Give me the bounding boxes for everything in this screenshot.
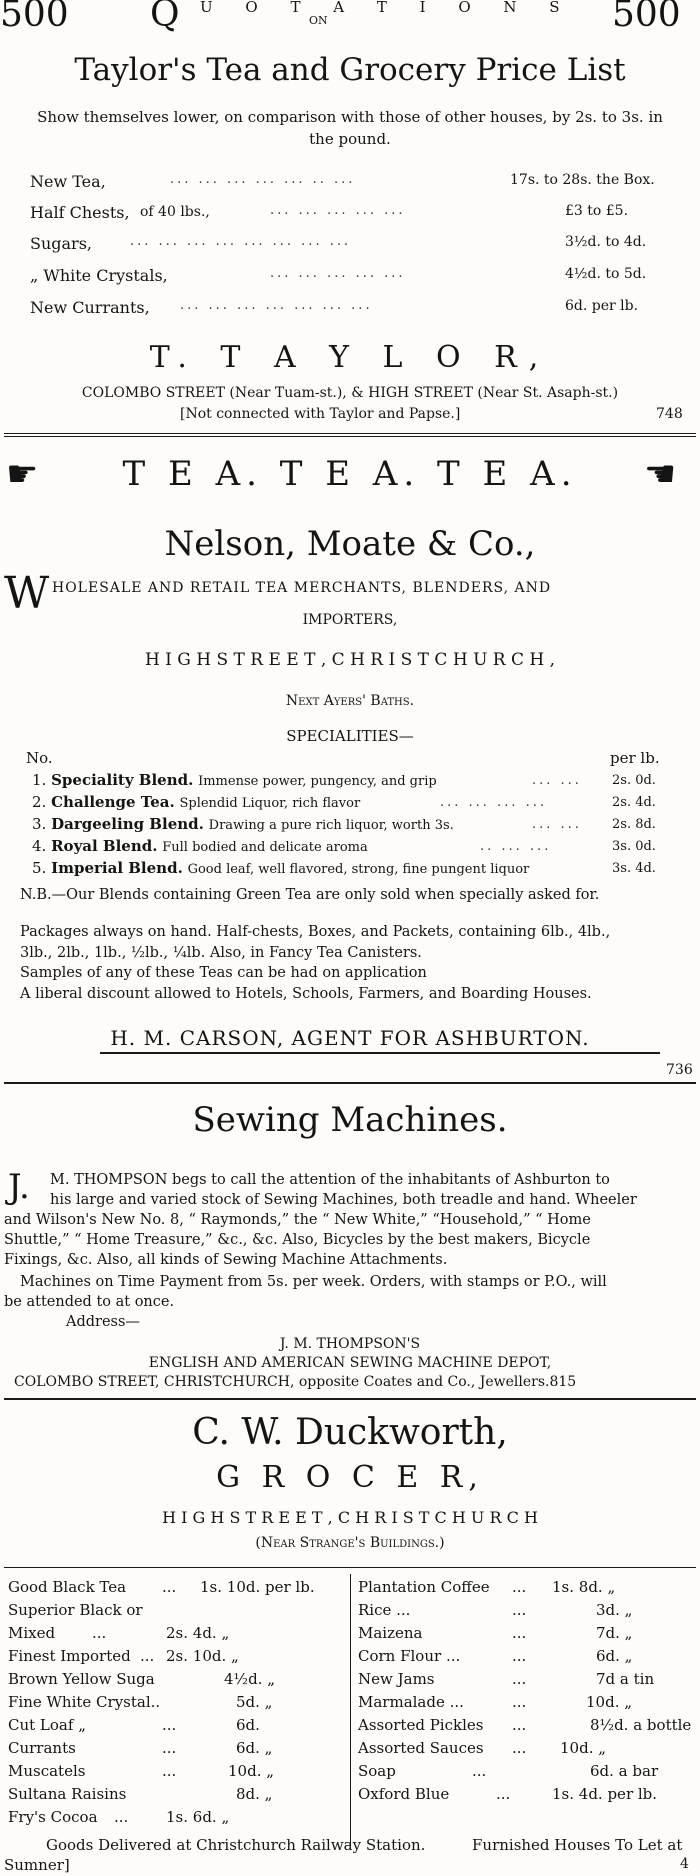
blend-number: 1.: [32, 771, 47, 789]
blend-number: 3.: [32, 815, 47, 833]
grocer-item-price: 6d.: [236, 1716, 260, 1734]
ad-reference-number: 736: [666, 1062, 693, 1078]
blend-description: Full bodied and delicate aroma: [162, 840, 368, 855]
sewing-paragraph-line: his large and varied stock of Sewing Machines, both treadle and hand. Wheeler: [50, 1192, 637, 1208]
sewing-title: Sewing Machines.: [192, 1100, 508, 1140]
sewing-paragraph-line: Machines on Time Payment from 5s. per week. Orders, with stamps or P.O., will: [20, 1274, 607, 1290]
leader-dots: ...: [162, 1739, 177, 1757]
grocer-item-price: 6d. „: [596, 1647, 633, 1665]
price-item-name: New Currants,: [30, 298, 150, 317]
grocer-item-name: Oxford Blue: [358, 1785, 450, 1803]
packages-line-1: Packages always on hand. Half-chests, Boxes, and Packets, containing 6lb., 4lb.,: [20, 924, 611, 940]
tea-header: T E A. T E A. T E A.: [122, 454, 578, 494]
grocer-item-price: 6d. „: [236, 1739, 273, 1757]
grocer-item-price: 3d. „: [596, 1601, 633, 1619]
ad-reference-number: 748: [656, 406, 683, 422]
blend-price: 2s. 4d.: [612, 795, 656, 810]
sewing-paragraph-line: Shuttle,” “ Home Treasure,” &c., &c. Also, Bicycles by the best makers, Bicycle: [4, 1232, 591, 1248]
price-item-price: £3 to £5.: [565, 203, 629, 219]
leader-dots: ...: [512, 1647, 527, 1665]
leader-dots: ...: [114, 1808, 129, 1826]
grocer-item-name: Muscatels: [8, 1762, 86, 1780]
depot-line-3: [14, 1374, 576, 1390]
grocer-trade: G R O C E R,: [216, 1460, 484, 1495]
grocer-item-price: 10d. „: [560, 1739, 606, 1757]
leader-dots: ... ... ... ... ...: [270, 266, 406, 281]
price-item-price: 6d. per lb.: [565, 298, 639, 314]
price-item-name: New Tea,: [30, 172, 106, 191]
grocer-item-price: 10d. „: [228, 1762, 274, 1780]
quotations-number-left: 500: [0, 0, 69, 35]
blend-price: 2s. 0d.: [612, 773, 656, 788]
sewing-paragraph-line: M. THOMPSON begs to call the attention of the inhabitants of Ashburton to: [50, 1172, 610, 1188]
grocer-item-name: Assorted Pickles: [358, 1716, 484, 1734]
leader-dots: ...: [512, 1716, 527, 1734]
grocer-item-price: 8½d. a bottle: [590, 1716, 692, 1734]
leader-dots: ...: [512, 1578, 527, 1596]
drop-cap-letter: J.: [8, 1167, 30, 1207]
price-item-name: Half Chests,: [30, 203, 130, 222]
samples-note: Samples of any of these Teas can be had on application: [20, 965, 427, 981]
grocer-item-name: Sultana Raisins: [8, 1785, 127, 1803]
quotations-word: U O T A T I O N S: [200, 0, 574, 16]
leader-dots: ...: [162, 1578, 177, 1596]
leader-dots: ... ... ... ... ... .. ...: [170, 172, 356, 187]
grocer-item-price: 1s. 4d. per lb.: [552, 1785, 658, 1803]
discount-note: A liberal discount allowed to Hotels, Schools, Farmers, and Boarding Houses.: [20, 986, 592, 1002]
price-list-subtitle-2: the pound.: [309, 130, 391, 148]
grocer-item-price: 2s. 10d. „: [166, 1647, 239, 1665]
grocer-item-price: 1s. 8d. „: [552, 1578, 616, 1596]
grocer-item-name: Currants: [8, 1739, 76, 1757]
leader-dots: .. ... ...: [480, 839, 552, 854]
grocer-item-name: Corn Flour ...: [358, 1647, 461, 1665]
leader-dots: ... ... ... ... ...: [270, 203, 406, 218]
blend-description: Splendid Liquor, rich flavor: [179, 796, 361, 811]
grocer-item-price: 1s. 10d. per lb.: [200, 1578, 315, 1596]
grocer-item-name: Good Black Tea: [8, 1578, 127, 1596]
specialities-heading: SPECIALITIES—: [286, 727, 414, 745]
grocer-item-price: 5d. „: [236, 1693, 273, 1711]
pointing-hand-right-icon: ☛: [6, 454, 39, 495]
leader-dots: ...: [512, 1670, 527, 1688]
column-no-label: No.: [26, 749, 53, 767]
grocer-item-price: 1s. 6d. „: [166, 1808, 230, 1826]
sewing-paragraph-line: Fixings, &c. Also, all kinds of Sewing Machine Attachments.: [4, 1252, 448, 1268]
quotations-number-right: 500: [612, 0, 681, 35]
grocer-column-divider: [350, 1574, 351, 1846]
grocer-item-name: Finest Imported: [8, 1647, 131, 1665]
firm-location-note: Next Ayers' Baths.: [285, 693, 415, 709]
grocer-item-name: Rice ...: [358, 1601, 411, 1619]
price-item-price: 17s. to 28s. the Box.: [510, 172, 655, 188]
column-per-lb-label: per lb.: [610, 749, 660, 767]
blend-name: Dargeeling Blend.: [51, 815, 204, 833]
blend-price: 2s. 8d.: [612, 817, 656, 832]
quotations-on-word: ON: [309, 14, 328, 27]
grocer-item-price: 10d. „: [586, 1693, 632, 1711]
price-list-title: Taylor's Tea and Grocery Price List: [74, 52, 626, 88]
merchant-name: T. T A Y L O R,: [149, 340, 551, 375]
blend-row: [32, 815, 454, 833]
pointing-hand-left-icon: ☚: [644, 454, 677, 495]
leader-dots: ...: [92, 1624, 107, 1642]
grocer-item-name: Soap: [358, 1762, 396, 1780]
ad-reference-number: 4: [680, 1856, 689, 1872]
leader-dots: ... ...: [532, 817, 582, 832]
merchant-note: [Not connected with Taylor and Papse.]: [180, 406, 461, 422]
grocer-item-price: 7d a tin: [596, 1670, 655, 1688]
blend-row: [32, 837, 368, 855]
blend-name: Speciality Blend.: [51, 771, 194, 789]
divider-rule: [4, 1398, 696, 1400]
price-list-subtitle-1: Show themselves lower, on comparison with those of other houses, by 2s. to 3s. in: [37, 108, 663, 126]
blend-row: [32, 793, 360, 811]
blend-description: Immense power, pungency, and grip: [198, 774, 437, 789]
grocer-street: H I G H S T R E E T , C H R I S T C H U R C H: [162, 1508, 538, 1527]
depot-line-1: J. M. THOMPSON'S: [279, 1336, 421, 1352]
leader-dots: ...: [512, 1693, 527, 1711]
leader-dots: ...: [162, 1716, 177, 1734]
grocer-location-note: (Near Strange's Buildings.): [255, 1535, 445, 1551]
packages-line-2: 3lb., 2lb., 1lb., ½lb., ¼lb. Also, in Fancy Tea Canisters.: [20, 945, 422, 961]
price-item-desc: of 40 lbs.,: [140, 204, 210, 220]
leader-dots: ... ... ... ... ... ... ...: [180, 298, 373, 313]
sewing-paragraph-line: and Wilson's New No. 8, “ Raymonds,” the “ New White,” “Household,” “ Home: [4, 1212, 591, 1228]
price-item-price: 4½d. to 5d.: [565, 266, 647, 282]
blend-price: 3s. 0d.: [612, 839, 656, 854]
grocer-footer-houses: Furnished Houses To Let at: [472, 1836, 683, 1854]
blend-name: Challenge Tea.: [51, 793, 175, 811]
merchant-address: COLOMBO STREET (Near Tuam-st.), & HIGH STREET (Near St. Asaph-st.): [81, 385, 619, 401]
sewing-paragraph-line: be attended to at once.: [4, 1294, 175, 1310]
blend-price: 3s. 4d.: [612, 861, 656, 876]
grocer-item-price: 8d. „: [236, 1785, 273, 1803]
blend-name: Imperial Blend.: [51, 859, 183, 877]
leader-dots: ...: [472, 1762, 487, 1780]
leader-dots: ...: [512, 1624, 527, 1642]
grocer-item-price: 7d. „: [596, 1624, 633, 1642]
grocer-table-top-rule: [4, 1567, 696, 1568]
grocer-item-name: Marmalade ...: [358, 1693, 464, 1711]
leader-dots: ...: [162, 1762, 177, 1780]
grocer-item-name: Brown Yellow Suga: [8, 1670, 155, 1688]
blend-number: 2.: [32, 793, 47, 811]
leader-dots: ...: [496, 1785, 511, 1803]
divider-rule: [100, 1052, 660, 1054]
divider-rule: [4, 433, 696, 437]
grocer-item-price: 4½d. „: [224, 1670, 275, 1688]
price-item-name: „ White Crystals,: [30, 266, 168, 285]
grocer-item-name: Mixed: [8, 1624, 56, 1642]
price-item-name: Sugars,: [30, 234, 92, 253]
agent-line: H. M. CARSON, AGENT FOR ASHBURTON.: [110, 1026, 590, 1050]
firm-street: H I G H S T R E E T , C H R I S T C H U R C H ,: [144, 650, 556, 670]
depot-address: COLOMBO STREET, CHRISTCHURCH, opposite Coates and Co., Jewellers.: [14, 1374, 550, 1390]
quotations-initial: Q: [150, 0, 180, 35]
leader-dots: ...: [512, 1601, 527, 1619]
grocer-item-name: Fine White Crystal..: [8, 1693, 161, 1711]
firm-description-line-2: IMPORTERS,: [302, 612, 398, 628]
address-label: Address—: [66, 1314, 140, 1330]
blend-row: [32, 859, 529, 877]
blend-number: 4.: [32, 837, 47, 855]
grocer-item-name: Maizena: [358, 1624, 423, 1642]
leader-dots: ... ...: [532, 773, 582, 788]
blend-row: [32, 771, 437, 789]
grocer-firm-name: C. W. Duckworth,: [192, 1412, 508, 1453]
blend-number: 5.: [32, 859, 47, 877]
leader-dots: ... ... ... ...: [440, 795, 547, 810]
blend-name: Royal Blend.: [51, 837, 158, 855]
grocer-item-name: Assorted Sauces: [358, 1739, 484, 1757]
leader-dots: ...: [512, 1739, 527, 1757]
nb-note: N.B.—Our Blends containing Green Tea are only sold when specially asked for.: [20, 887, 600, 903]
grocer-item-price: 6d. a bar: [590, 1762, 659, 1780]
grocer-item-name: Fry's Cocoa: [8, 1808, 98, 1826]
grocer-footer-sumner: Sumner]: [4, 1856, 70, 1874]
divider-rule: [4, 1082, 696, 1084]
firm-name: Nelson, Moate & Co.,: [164, 524, 536, 564]
blend-description: Good leaf, well flavored, strong, fine pungent liquor: [187, 862, 530, 877]
grocer-item-name: Superior Black or: [8, 1601, 143, 1619]
leader-dots: ...: [140, 1647, 155, 1665]
blend-description: Drawing a pure rich liquor, worth 3s.: [208, 818, 454, 833]
grocer-item-price: 2s. 4d. „: [166, 1624, 230, 1642]
price-item-price: 3½d. to 4d.: [565, 234, 647, 250]
grocer-item-name: Cut Loaf „: [8, 1716, 86, 1734]
ad-reference-number: 815: [549, 1374, 577, 1390]
firm-description-line-1: HOLESALE AND RETAIL TEA MERCHANTS, BLENDERS, AND: [52, 580, 552, 596]
drop-cap-letter: W: [4, 568, 50, 619]
grocer-footer-delivery: Goods Delivered at Christchurch Railway Station.: [46, 1836, 426, 1854]
leader-dots: ... ... ... ... ... ... ... ...: [130, 234, 352, 249]
grocer-item-name: Plantation Coffee: [358, 1578, 490, 1596]
depot-line-2: ENGLISH AND AMERICAN SEWING MACHINE DEPOT,: [148, 1355, 552, 1371]
grocer-item-name: New Jams: [358, 1670, 435, 1688]
